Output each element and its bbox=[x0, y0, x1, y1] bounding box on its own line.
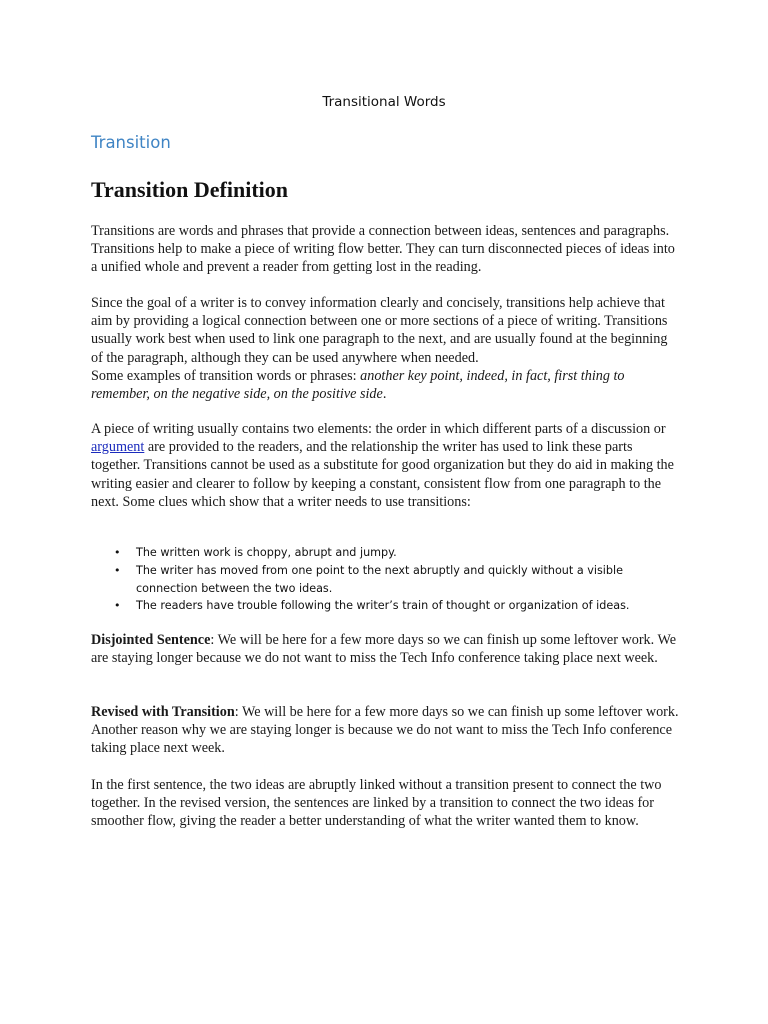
main-heading: Transition Definition bbox=[91, 177, 289, 202]
argument-link[interactable]: argument bbox=[91, 439, 145, 456]
paragraph-goal bbox=[91, 294, 681, 403]
list-item bbox=[112, 544, 672, 562]
examples-end: . bbox=[382, 386, 387, 403]
list-item-text: The writer has moved from one point to the next abruptly and quickly without a visible connection between the two ideas. bbox=[136, 563, 623, 595]
examples-list: another key point, indeed, in fact, first thing to remember, on the negative side, on the positive side bbox=[91, 367, 625, 403]
revised-label: Revised with Transition bbox=[91, 704, 235, 720]
bullet-marker: • bbox=[114, 546, 121, 559]
paragraph-elements-end: are provided to the readers, and the relationship the writer has used to link these parts together. Transitions cannot be used as a substitute for good organization but they do aid in making the writing easier and clearer to follow by keeping a constant, consistent flow from one paragraph to the next. Some clues which show that a writer needs to use transitions: bbox=[91, 439, 674, 510]
paragraph-elements bbox=[91, 420, 681, 511]
list-item bbox=[112, 597, 672, 615]
disjointed-label: Disjointed Sentence bbox=[91, 632, 211, 648]
paragraph-conclusion: In the first sentence, the two ideas are abruptly linked without a transition present to connect the two together. In the revised version, the sentences are linked by a transition to connect the two ideas for smoother flow, giving the reader a better understanding of what the writer wanted them to know. bbox=[91, 777, 662, 830]
paragraph-revised bbox=[91, 703, 681, 758]
disjointed-text: : We will be here for a few more days so we can finish up some leftover work. We are staying longer because we do not want to miss the Tech Info conference taking place next week. bbox=[91, 632, 677, 667]
paragraph-intro: Transitions are words and phrases that provide a connection between ideas, sentences and paragraphs. Transitions help to make a piece of writing flow better. They can turn disconnected pieces of ideas into a unified whole and prevent a reader from getting lost in the reading. bbox=[91, 223, 675, 276]
paragraph-goal-text: Since the goal of a writer is to convey information clearly and concisely, transitions help achieve that aim by providing a logical connection between one or more sections of a piece of writing. Transitions usually work best when used to link one paragraph to the next, and are usually found at the beginning of the paragraph, although they can be used anywhere when needed. bbox=[91, 295, 668, 366]
revised-text: : We will be here for a few more days so we can finish up some leftover work. Another reason why we are staying longer is because we do not want to miss the Tech Info conference taking place next week. bbox=[91, 704, 679, 757]
list-item-text: The written work is choppy, abrupt and jumpy. bbox=[136, 546, 397, 559]
list-item bbox=[112, 562, 672, 598]
bullet-marker: • bbox=[114, 599, 121, 613]
clues-list bbox=[112, 544, 672, 615]
examples-lead: Some examples of transition words or phrases: bbox=[91, 367, 361, 384]
bullet-marker: • bbox=[114, 563, 121, 577]
section-subheading: Transition bbox=[91, 133, 171, 152]
paragraph-elements-start: A piece of writing usually contains two elements: the order in which different parts of a discussion or bbox=[91, 421, 666, 437]
document-title: Transitional Words bbox=[322, 94, 446, 110]
list-item-text: The readers have trouble following the writer’s train of thought or organization of ideas. bbox=[136, 599, 630, 613]
paragraph-disjointed bbox=[91, 631, 681, 667]
